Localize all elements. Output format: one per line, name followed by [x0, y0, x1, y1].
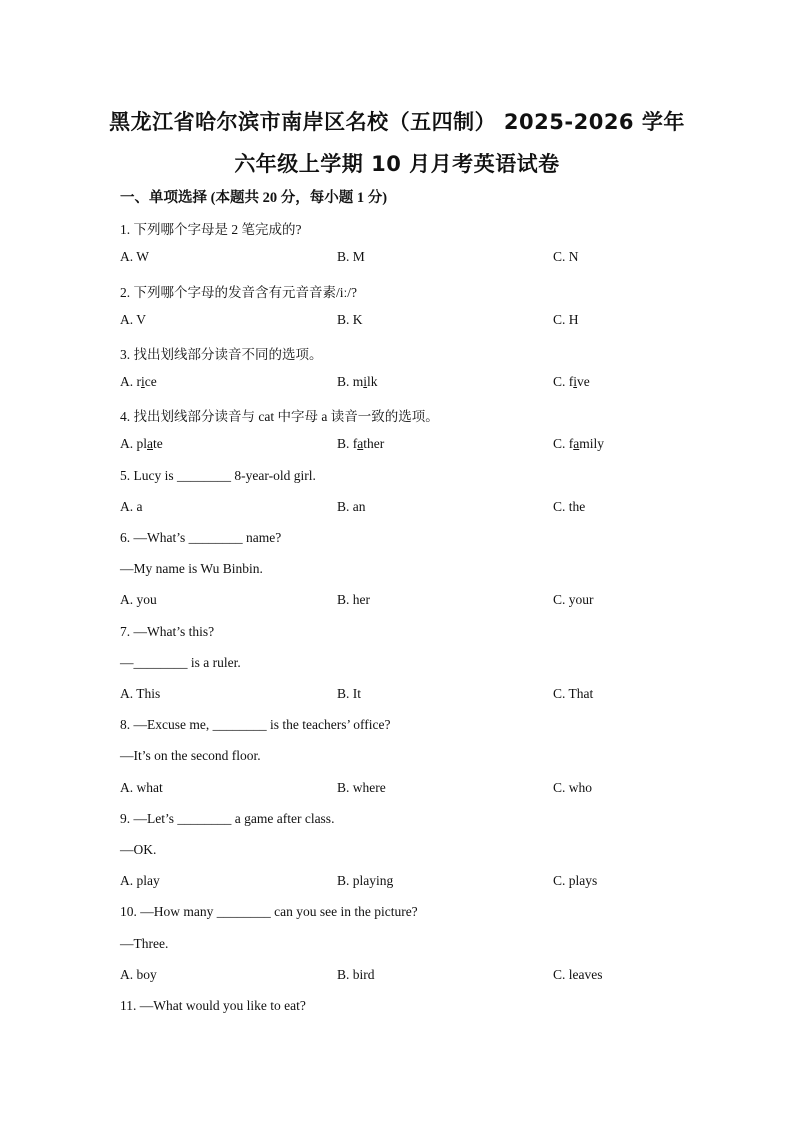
question-10-option-b: B. bird [337, 967, 375, 982]
question-3-option-b: B. milk [337, 374, 378, 389]
question-3-stem: 3. 找出划线部分读音不同的选项。 [120, 347, 323, 362]
question-5-option-c: C. the [553, 499, 586, 514]
question-9-option-c: C. plays [553, 873, 598, 888]
question-5-option-b: B. an [337, 499, 366, 514]
underlined-letter: a [573, 436, 580, 451]
question-2-option-a: A. V [120, 312, 147, 327]
question-1-option-b: B. M [337, 249, 365, 264]
section-heading: 一、单项选择 (本题共 20 分，每小题 1 分) [120, 190, 388, 206]
underlined-letter: a [357, 436, 364, 451]
question-8-stem: 8. —Excuse me, ________ is the teachers’ office? [120, 717, 391, 732]
question-2-stem: 2. 下列哪个字母的发音含有元音音素/iː/? [120, 285, 357, 300]
question-6-reply: —My name is Wu Binbin. [120, 561, 263, 576]
question-4-option-c: C. family [553, 436, 605, 451]
question-4-stem: 4. 找出划线部分读音与 cat 中字母 a 读音一致的选项。 [120, 409, 439, 424]
question-8-option-c: C. who [553, 780, 593, 795]
question-9-reply: —OK. [120, 842, 157, 857]
question-8-reply: —It’s on the second floor. [120, 748, 261, 763]
question-7-option-c: C. That [553, 686, 594, 701]
question-6-option-a: A. you [120, 592, 157, 607]
question-2-option-c: C. H [553, 312, 579, 327]
exam-title-line-1: 黑龙江省哈尔滨市南岸区名校（五四制） 2025-2026 学年 [109, 110, 685, 134]
question-7-reply: —________ is a ruler. [120, 655, 241, 670]
question-1-option-c: C. N [553, 249, 579, 264]
question-1-option-a: A. W [120, 249, 149, 264]
question-7-stem: 7. —What’s this? [120, 624, 215, 639]
underlined-letter: a [147, 436, 153, 451]
underlined-letter: i [363, 374, 368, 389]
question-5-stem: 5. Lucy is ________ 8-year-old girl. [120, 468, 316, 483]
underlined-letter: i [573, 374, 578, 389]
question-3-option-a: A. rice [120, 374, 157, 389]
question-4-option-a: A. plate [120, 436, 163, 451]
question-3-option-c: C. five [553, 374, 590, 389]
question-8-option-a: A. what [120, 780, 163, 795]
question-7-option-a: A. This [120, 686, 161, 701]
question-10-reply: —Three. [120, 936, 169, 951]
exam-title-line-2: 六年级上学期 10 月月考英语试卷 [234, 152, 560, 176]
question-11-stem: 11. —What would you like to eat? [120, 998, 306, 1013]
question-4-option-b: B. father [337, 436, 385, 451]
question-6-option-c: C. your [553, 592, 594, 607]
question-10-option-a: A. boy [120, 967, 157, 982]
question-9-option-a: A. play [120, 873, 160, 888]
question-6-option-b: B. her [337, 592, 370, 607]
question-8-option-b: B. where [337, 780, 386, 795]
question-9-stem: 9. —Let’s ________ a game after class. [120, 811, 335, 826]
question-5-option-a: A. a [120, 499, 143, 514]
question-9-option-b: B. playing [337, 873, 394, 888]
question-10-stem: 10. —How many ________ can you see in the picture? [120, 904, 418, 919]
underlined-letter: i [141, 374, 145, 389]
question-2-option-b: B. K [337, 312, 363, 327]
question-1-stem: 1. 下列哪个字母是 2 笔完成的? [120, 222, 302, 237]
question-10-option-c: C. leaves [553, 967, 603, 982]
question-6-stem: 6. —What’s ________ name? [120, 530, 282, 545]
question-7-option-b: B. It [337, 686, 362, 701]
